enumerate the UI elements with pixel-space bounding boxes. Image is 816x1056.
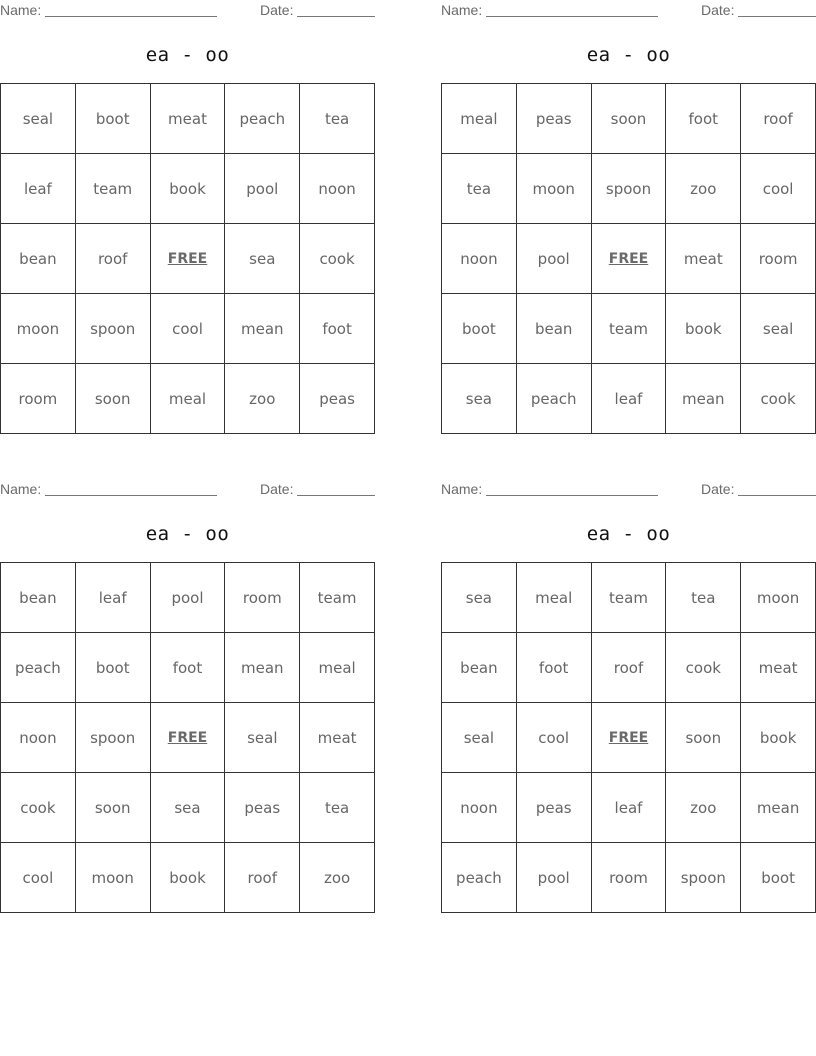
bingo-cell: meal: [442, 84, 517, 154]
bingo-cell: room: [592, 843, 667, 913]
bingo-cell: zoo: [300, 843, 375, 913]
free-space: FREE: [151, 703, 226, 773]
bingo-cell: moon: [1, 294, 76, 364]
bingo-cell: pool: [151, 563, 226, 633]
bingo-cell: cook: [1, 773, 76, 843]
bingo-cell: moon: [517, 154, 592, 224]
bingo-cell: boot: [76, 84, 151, 154]
bingo-cell: peas: [225, 773, 300, 843]
bingo-cell: spoon: [76, 703, 151, 773]
bingo-cell: peas: [517, 84, 592, 154]
card-header: [441, 479, 816, 501]
bingo-cell: boot: [442, 294, 517, 364]
bingo-cell: mean: [225, 294, 300, 364]
name-label: Name:: [441, 481, 483, 497]
bingo-cell: team: [592, 563, 667, 633]
bingo-cell: tea: [442, 154, 517, 224]
bingo-cell: bean: [442, 633, 517, 703]
bingo-cell: leaf: [76, 563, 151, 633]
card-title: ea - oo: [586, 44, 671, 66]
bingo-cell: spoon: [76, 294, 151, 364]
date-label: Date:: [701, 481, 735, 497]
date-line: [738, 16, 816, 17]
bingo-cell: moon: [741, 563, 816, 633]
bingo-cell: roof: [225, 843, 300, 913]
bingo-cell: meal: [517, 563, 592, 633]
bingo-card-3: [0, 479, 375, 919]
bingo-cell: team: [76, 154, 151, 224]
bingo-cell: sea: [442, 364, 517, 434]
bingo-cell: book: [741, 703, 816, 773]
bingo-cell: meat: [300, 703, 375, 773]
bingo-cell: foot: [517, 633, 592, 703]
bingo-cell: cook: [741, 364, 816, 434]
bingo-cell: zoo: [666, 154, 741, 224]
bingo-cell: zoo: [666, 773, 741, 843]
bingo-grid: [0, 562, 375, 913]
bingo-cell: mean: [225, 633, 300, 703]
bingo-cell: boot: [76, 633, 151, 703]
bingo-cell: book: [151, 154, 226, 224]
bingo-cell: noon: [442, 773, 517, 843]
bingo-cell: bean: [517, 294, 592, 364]
bingo-cell: noon: [300, 154, 375, 224]
name-line: [45, 16, 217, 17]
bingo-cell: meal: [300, 633, 375, 703]
bingo-cell: zoo: [225, 364, 300, 434]
date-line: [297, 495, 375, 496]
date-label: Date:: [260, 481, 294, 497]
free-space: FREE: [592, 224, 667, 294]
bingo-cell: room: [741, 224, 816, 294]
bingo-cell: foot: [300, 294, 375, 364]
bingo-cell: bean: [1, 224, 76, 294]
name-line: [45, 495, 217, 496]
card-title: ea - oo: [145, 523, 230, 545]
bingo-cell: peach: [1, 633, 76, 703]
bingo-card-2: [441, 0, 816, 440]
bingo-cell: moon: [76, 843, 151, 913]
bingo-cell: spoon: [666, 843, 741, 913]
bingo-cell: cook: [666, 633, 741, 703]
bingo-cell: pool: [517, 224, 592, 294]
bingo-cell: team: [300, 563, 375, 633]
bingo-cell: room: [1, 364, 76, 434]
bingo-cell: sea: [442, 563, 517, 633]
bingo-cell: meat: [741, 633, 816, 703]
date-label: Date:: [260, 2, 294, 18]
bingo-cell: spoon: [592, 154, 667, 224]
bingo-cell: cool: [741, 154, 816, 224]
bingo-cell: roof: [76, 224, 151, 294]
bingo-cell: book: [151, 843, 226, 913]
bingo-cell: meat: [666, 224, 741, 294]
bingo-cell: leaf: [592, 364, 667, 434]
bingo-grid: [441, 83, 816, 434]
bingo-cell: seal: [1, 84, 76, 154]
bingo-cell: bean: [1, 563, 76, 633]
card-title: ea - oo: [586, 523, 671, 545]
bingo-cell: pool: [225, 154, 300, 224]
bingo-cell: seal: [225, 703, 300, 773]
bingo-cell: roof: [592, 633, 667, 703]
name-line: [486, 16, 658, 17]
card-header: [441, 0, 816, 22]
bingo-cell: room: [225, 563, 300, 633]
bingo-cell: cool: [517, 703, 592, 773]
name-label: Name:: [441, 2, 483, 18]
bingo-cell: mean: [666, 364, 741, 434]
bingo-cell: peas: [517, 773, 592, 843]
card-header: [0, 479, 375, 501]
bingo-cell: cool: [151, 294, 226, 364]
bingo-cell: seal: [442, 703, 517, 773]
bingo-cell: peach: [517, 364, 592, 434]
bingo-cell: foot: [666, 84, 741, 154]
bingo-cell: soon: [592, 84, 667, 154]
bingo-cell: boot: [741, 843, 816, 913]
bingo-cell: soon: [76, 364, 151, 434]
bingo-cell: pool: [517, 843, 592, 913]
bingo-cell: peach: [225, 84, 300, 154]
bingo-cell: roof: [741, 84, 816, 154]
bingo-cell: mean: [741, 773, 816, 843]
bingo-grid: [0, 83, 375, 434]
bingo-cell: tea: [300, 773, 375, 843]
bingo-grid: [441, 562, 816, 913]
bingo-cell: noon: [1, 703, 76, 773]
bingo-cell: peas: [300, 364, 375, 434]
card-title: ea - oo: [145, 44, 230, 66]
bingo-cell: sea: [225, 224, 300, 294]
date-line: [738, 495, 816, 496]
date-label: Date:: [701, 2, 735, 18]
free-space: FREE: [151, 224, 226, 294]
bingo-cell: peach: [442, 843, 517, 913]
bingo-cell: meal: [151, 364, 226, 434]
bingo-cell: cook: [300, 224, 375, 294]
bingo-cell: soon: [666, 703, 741, 773]
bingo-cell: meat: [151, 84, 226, 154]
bingo-card-1: [0, 0, 375, 440]
name-label: Name:: [0, 2, 42, 18]
bingo-cell: leaf: [1, 154, 76, 224]
bingo-cell: sea: [151, 773, 226, 843]
bingo-cell: book: [666, 294, 741, 364]
bingo-cell: cool: [1, 843, 76, 913]
bingo-cell: tea: [300, 84, 375, 154]
bingo-cell: tea: [666, 563, 741, 633]
bingo-cell: team: [592, 294, 667, 364]
bingo-cell: foot: [151, 633, 226, 703]
bingo-cell: leaf: [592, 773, 667, 843]
free-space: FREE: [592, 703, 667, 773]
date-line: [297, 16, 375, 17]
card-header: [0, 0, 375, 22]
bingo-cell: noon: [442, 224, 517, 294]
name-label: Name:: [0, 481, 42, 497]
bingo-card-4: [441, 479, 816, 919]
bingo-cell: soon: [76, 773, 151, 843]
name-line: [486, 495, 658, 496]
bingo-cell: seal: [741, 294, 816, 364]
